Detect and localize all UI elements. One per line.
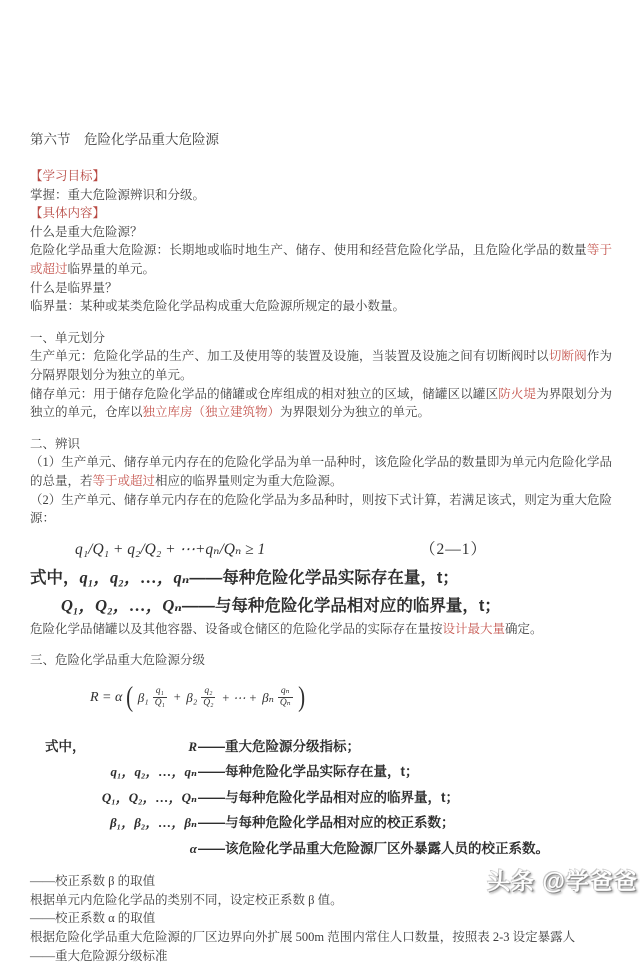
text-run: 生产单元：危险化学品的生产、加工及使用等的装置及设施，当装置及设施之间有切断阀时以: [30, 349, 549, 364]
text-run: 危险化学品重大危险源：长期地或临时地生产、储存、使用和经营危险化学品，且危险化学品的数量: [30, 243, 587, 258]
text-run: 为界限划分为独立的单元。: [280, 405, 431, 420]
text-run: 确定。: [505, 621, 543, 636]
open-paren: (: [126, 681, 134, 713]
classification-formula: [90, 681, 612, 713]
legend-symbol: Q₁，Q₂，…，Qₙ: [101, 789, 197, 805]
line-beta-value-text: 根据单元内危险化学品的类别不同，设定校正系数 β 值。: [30, 892, 343, 907]
where-label: 式中，: [45, 738, 86, 754]
text-run: 临界量的单元。: [67, 261, 156, 276]
line-alpha-value-text: 根据危险化学品重大危险源的厂区边界向外扩展 500m 范围内常住人口数量，按照表 2-3 设定暴露人: [30, 930, 576, 945]
legend-symbol: R: [188, 738, 197, 754]
legend-description: ——每种危险化学品实际存在量，t；: [189, 568, 459, 587]
red-highlight: 防火堤: [498, 386, 537, 401]
text-run: 储存单元：用于储存危险化学品的储罐或仓库组成的相对独立的区域，储罐区以罐区: [30, 386, 499, 401]
fraction-denominator: Qₙ: [279, 698, 291, 709]
paragraph-storage-unit: [30, 385, 612, 422]
paragraph-major-hazard-definition: [30, 241, 612, 278]
close-paren: ): [297, 681, 305, 713]
line-alpha-value-title: ——校正系数 α 的取值: [30, 911, 156, 926]
text-run: 作为分隔界限划分为独立的单元。: [30, 349, 612, 382]
content-header: 【具体内容】: [30, 206, 106, 221]
red-highlight: 等于或超过: [92, 473, 156, 488]
legend-description: ——每种危险化学品实际存在量，t；: [198, 764, 419, 780]
legend-row: [45, 763, 612, 781]
section-heading-identification: 二、辨识: [30, 436, 81, 451]
fraction-denominator: Q₁: [154, 698, 165, 709]
legend-symbol: α: [189, 840, 197, 856]
text-run: 相应的临界量则定为重大危险源。: [155, 473, 343, 488]
ellipsis-operator: + ⋯ +: [221, 690, 258, 705]
red-highlight: 等于或超过: [30, 243, 612, 276]
legend-row: [45, 814, 612, 832]
symbol-list-capq: Q₁，Q₂，…，Qₙ: [61, 595, 182, 615]
red-highlight: 独立库房（独立建筑物）: [142, 405, 281, 420]
text-run: （1）生产单元、储存单元内存在的危险化学品为单一品种时，该危险化学品的数量即为单元内危险化学品的总量，若: [30, 455, 612, 488]
toutiao-watermark: 头条 @学爸爸: [487, 868, 638, 894]
where-label: 式中，: [30, 568, 80, 587]
fraction-numerator: qₙ: [278, 686, 293, 698]
paragraph-single-species: [30, 453, 612, 490]
text-run: 危险化学品储罐以及其他容器、设备或仓储区的危险化学品的实际存在量按: [30, 621, 443, 636]
learning-goal-header: 【学习目标】: [30, 169, 106, 183]
fraction-2: [201, 686, 215, 709]
classification-legend: [45, 738, 612, 858]
formula-legend-capq: [30, 592, 612, 620]
formula-lhs: R = α: [90, 689, 123, 705]
formula-legend-q: [30, 564, 612, 592]
question-threshold: 什么是临界量？: [30, 280, 118, 295]
legend-symbol: q₁，q₂，…，qₙ: [110, 764, 197, 780]
legend-row: [45, 789, 612, 807]
legend-row: [45, 840, 612, 858]
paragraph-production-unit: [30, 347, 612, 384]
section-heading-classification: 三、危险化学品重大危险源分级: [30, 653, 206, 668]
fraction-n: [278, 686, 293, 709]
legend-row: [45, 738, 612, 756]
coef-betan: βₙ: [262, 689, 274, 705]
text-run: 为界限划分为独立的单元，仓库以: [30, 386, 612, 420]
fraction-numerator: q₁: [153, 686, 167, 698]
fraction-1: [153, 686, 167, 709]
learning-goal-text: 掌握：重大危险源辨识和分级。: [30, 187, 206, 202]
symbol-list-q: q₁，q₂，…，qₙ: [79, 567, 190, 587]
legend-description: ——与每种危险化学品相对应的校正系数；: [198, 815, 455, 831]
plus-operator: +: [172, 690, 182, 705]
question-major-hazard: 什么是重大危险源？: [30, 224, 143, 239]
legend-description: ——重大危险源分级指标；: [198, 738, 360, 754]
section-heading-unit-division: 一、单元划分: [30, 330, 106, 345]
legend-symbol: β₁，β₂，…，βₙ: [110, 815, 197, 831]
red-highlight: 切断阀: [548, 349, 587, 364]
fraction-numerator: q₂: [201, 686, 215, 698]
fraction-denominator: Q₂: [203, 698, 214, 709]
page-title: 第六节 危险化学品重大危险源: [30, 132, 219, 147]
line-grading-standard-title: ——重大危险源分级标准: [30, 949, 168, 964]
formula-number: （2—1）: [419, 540, 487, 558]
paragraph-threshold-definition: 临界量：某种或某类危险化学品构成重大危险源所规定的最小数量。: [30, 299, 406, 314]
legend-description: ——该危险化学品重大危险源厂区外暴露人员的校正系数。: [198, 840, 549, 856]
coef-beta1: β₁: [137, 689, 149, 705]
legend-description: ——与每种危险化学品相对应的临界量，t；: [198, 789, 459, 805]
coef-beta2: β₂: [186, 689, 198, 705]
paragraph-multi-species: （2）生产单元、储存单元内存在的危险化学品为多品种时，则按下式计算，若满足该式，则定为重大危险源：: [30, 492, 612, 526]
legend-description: ——与每种危险化学品相对应的临界量，t；: [181, 596, 501, 615]
paragraph-storage-note: [30, 620, 612, 639]
red-highlight: 设计最大量: [442, 621, 506, 636]
line-beta-value-title: ——校正系数 β 的取值: [30, 873, 156, 888]
formula-expression: q₁/Q₁ + q₂/Q₂ + ⋯+qₙ/Qₙ ≥ 1: [75, 540, 266, 558]
identification-formula: [75, 537, 487, 559]
